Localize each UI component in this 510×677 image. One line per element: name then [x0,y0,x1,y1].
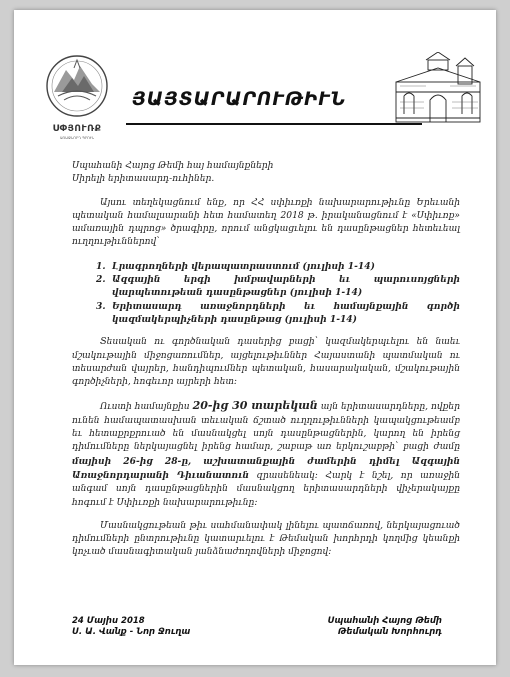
title-underline [126,123,422,125]
paragraph-application-part-c: այն երիտասարդները, ովքեր ունեն համապատասխան տեւական ճշտած ուղղութիւնների կապակցութեամբ եւ հետաքրքրուած են մասնակցել սոյն դասընթացներին, կարող են իրենց դիմումները ներկայացնել իրենց համար, շաբաթ առ երկուշաբթի՝ բացի ժամը [72,402,461,453]
document-title: ՅԱՅՏԱՐԱՐՈՒԹԻՒՆ [132,88,347,110]
course-list [96,260,460,326]
list-item-text: Երիտասարդ առաջնորդների եւ համայնքային գործի կազմակերպիչների դասընթաց (յուլիսի 1-14) [112,300,460,325]
paragraph-activities: Տեսական ու գործնական դասերից բացի՝ կազմակերպւելու են նաեւ մշակութային միջոցառումներ, այցելութիւններ Հայաստանի պատմական ու տեսարժան վայրեր, հանդիպումներ պետական, հասարակական, մշակութային գործիչների, հոգեւոր այրերի հետ: [72,337,460,388]
list-item-number: 3. [96,300,106,312]
list-item-text: Ազգային երգի խմբավարների եւ պարուսոյցների վարպետութեան դասընթացներ (յուլիսի 1-14) [112,274,460,299]
footer-signature [328,616,442,638]
paragraph-selection: Մասնակցութեան թիւ սահմանափակ լինելու պատճառով, ներկայացուած դիմումների ընտրութիւնը կատարւելու է Թեմական խորհրդի կողմից կեանքի կոչւած մասնագիտական յանձնաժողովների միջոցով: [72,520,460,558]
list-item [96,273,460,300]
greeting-line-2: Սիրելի երիտասարդ-ուհիներ. [72,174,215,185]
footer-date: 24 Մայիս 2018 [72,616,145,626]
list-item [96,260,460,273]
age-range-highlight: 20-ից 30 տարեկան [192,399,318,413]
list-item-number: 1. [96,260,106,272]
list-item-text: Լրագրողների վերապատրաստում (յուլիսի 1-14) [112,260,375,272]
church-illustration [390,52,486,124]
dates-highlight: մայիսի 26-ից 28-ը, աշխատանքային ժամերին դիմել Ազգային Առաջնորդարանի Դիւանատուն [72,455,460,481]
paragraph-application-part-e: զրասենեակ: Հարկ է նշել, որ առաջին անգամ սոյն դասընթացներին մասնակցող երիտասարդների վիչերակայքը հոգում է Սփիւռքի նախարարութիւնը: [72,470,461,508]
logo-name: ՍՓՅՈՒՌՔ [52,124,102,134]
list-item [96,300,460,327]
logo-subtitle: ԱՌԱՋՆՈՐԴ ՊՐՈՒՆ [59,136,95,140]
footer-organization: Սպահանի Հայոց Թեմի [327,616,442,626]
paragraph-application [72,399,460,509]
document-body [72,160,460,560]
list-item-number: 2. [96,274,106,286]
paragraph-application-part-a: Ուստի համայնքիս [100,402,193,413]
footer-date-place [72,616,190,638]
footer-council: Թեմական Խորհուրդ [337,627,442,637]
document-page [14,10,496,665]
paragraph-intro: Այսու տեղեկացնում ենք, որ ՀՀ սփիւռքի նախարարութիւնը Երեւանի պետական համալսարանի հետ համատեղ 2018 թ. իրականացնում է «Սփիւռք» ամառային դպրոց» ծրագիրը, որում անցկացւելու են դասընթացներ հետեւեալ ուղղութիւններով՝ [72,197,460,248]
greeting-line-1: Սպահանի Հայոց Թեմի հայ համայնքների [72,161,274,171]
footer-place: Ս. Ա. Վանք - Նոր Ջուղա [72,627,191,637]
